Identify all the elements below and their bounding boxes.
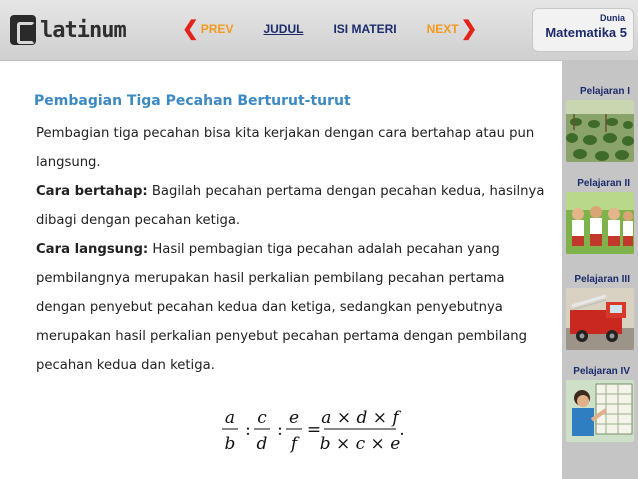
logo-icon: [10, 15, 36, 45]
book-title-line2: Matematika 5: [545, 25, 627, 40]
sidebar-item-pelajaran-4[interactable]: [562, 366, 638, 442]
langsung-text: Hasil pembagian tiga pecahan adalah pecahan yang pembilangnya merupakan hasil perkalian pembilang pecahan pertama dengan penyebut pecahan kedua dan ketiga, sedangkan penyebutnya merupakan hasil perkalian penyebut pecahan pertama dengan pembilang pecahan kedua dan ketiga.: [36, 242, 528, 373]
fraction-c-denominator: f: [290, 434, 298, 454]
school-children-thumbnail[interactable]: [566, 192, 634, 254]
sidebar-item-label: Pelajaran IV: [573, 366, 630, 377]
intro-paragraph: Pembagian tiga pecahan bisa kita kerjakan dengan cara bertahap atau pun langsung.: [36, 126, 535, 170]
langsung-label: Cara langsung:: [36, 242, 149, 257]
main-content: [36, 93, 552, 380]
book-title-line1: Dunia: [599, 13, 625, 23]
colon-2: :: [277, 420, 283, 440]
chevron-right-icon[interactable]: ❯: [460, 18, 478, 40]
fraction-a-numerator: a: [224, 408, 236, 428]
sidebar-item-pelajaran-3[interactable]: [562, 274, 638, 350]
next-link[interactable]: NEXT: [426, 22, 459, 36]
langsung-paragraph: [36, 235, 552, 380]
bertahap-paragraph: [36, 177, 552, 235]
platinum-logo: [10, 14, 126, 46]
chevron-left-icon[interactable]: ❮: [182, 18, 199, 40]
fire-truck-thumbnail[interactable]: [566, 288, 634, 350]
book-title-badge: [532, 8, 634, 52]
top-bar: [0, 0, 638, 61]
sidebar-item-label: Pelajaran III: [574, 274, 630, 285]
bertahap-text: Bagilah pecahan pertama dengan pecahan kedua, hasilnya dibagi dengan pecahan ketiga.: [36, 184, 545, 228]
navigation-bar: [182, 18, 478, 40]
result-numerator: a × d × f: [321, 408, 399, 428]
result-denominator: b × c × e: [319, 434, 401, 454]
lesson-sidebar: [562, 60, 638, 479]
prev-link[interactable]: PREV: [200, 22, 234, 36]
formula-period: .: [399, 420, 405, 440]
fraction-c-numerator: e: [288, 408, 300, 428]
fraction-a-denominator: b: [224, 434, 236, 454]
fraction-b-numerator: c: [257, 408, 267, 428]
bertahap-label: Cara bertahap:: [36, 184, 148, 199]
sidebar-item-label: Pelajaran II: [577, 178, 630, 189]
division-formula: [222, 405, 412, 459]
sidebar-item-pelajaran-1[interactable]: [562, 86, 638, 162]
logo-text: latinum: [40, 17, 126, 43]
equals-sign: =: [306, 420, 322, 440]
fraction-b-denominator: d: [256, 434, 268, 454]
vegetable-garden-thumbnail[interactable]: [566, 100, 634, 162]
boy-with-blueprint-thumbnail[interactable]: [566, 380, 634, 442]
isi-materi-link[interactable]: ISI MATERI: [333, 22, 397, 36]
colon-1: :: [245, 420, 251, 440]
sidebar-item-pelajaran-2[interactable]: [562, 178, 638, 254]
sidebar-item-label: Pelajaran I: [579, 86, 630, 97]
judul-link[interactable]: JUDUL: [263, 22, 304, 36]
page-title: Pembagian Tiga Pecahan Berturut-turut: [34, 93, 351, 109]
